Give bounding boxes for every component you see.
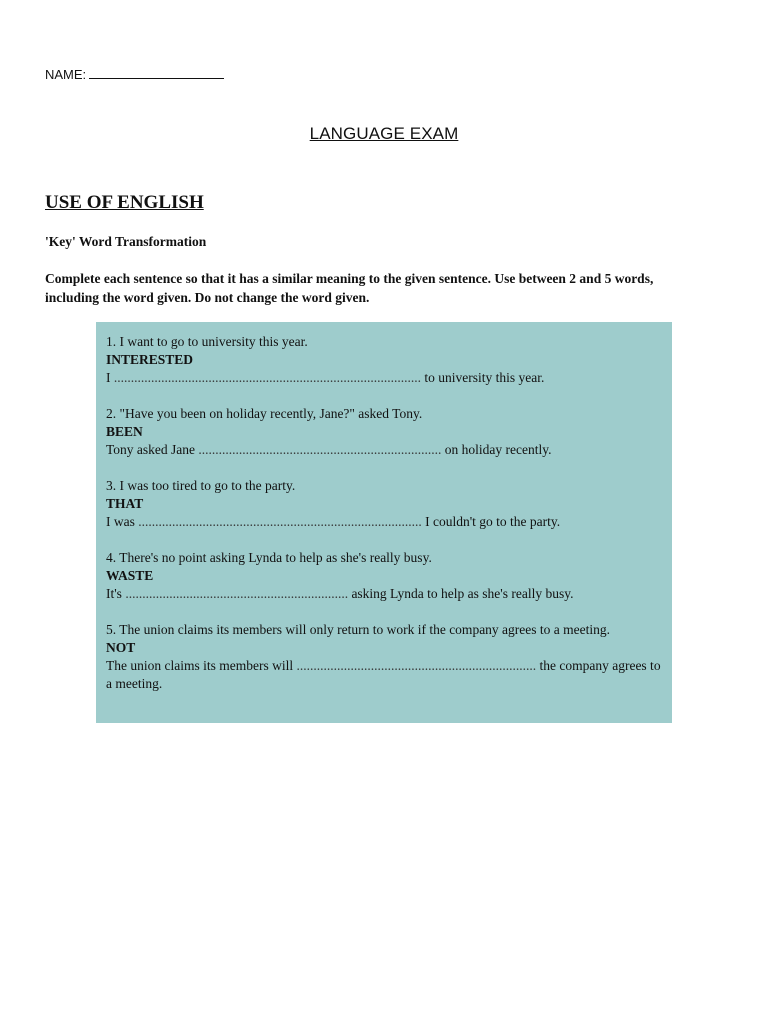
name-blank-line[interactable] <box>89 66 224 79</box>
answer-gap[interactable]: .................................................................................... <box>138 514 422 529</box>
answer-end: I couldn't go to the party. <box>425 514 561 529</box>
item-answer-line <box>106 585 662 603</box>
answer-start: Tony asked Jane <box>106 442 196 457</box>
exercise-item <box>106 549 662 603</box>
answer-gap[interactable]: ........................................................................ <box>198 442 442 457</box>
page-title: LANGUAGE EXAM <box>309 124 459 143</box>
item-answer-line <box>106 657 662 693</box>
name-field <box>45 66 224 82</box>
answer-start: It's <box>106 586 122 601</box>
answer-start: I <box>106 370 111 385</box>
item-sentence: 1. I want to go to university this year. <box>106 334 308 349</box>
answer-gap[interactable]: .................................................................. <box>125 586 349 601</box>
answer-end: on holiday recently. <box>444 442 552 457</box>
item-sentence: 3. I was too tired to go to the party. <box>106 478 296 493</box>
item-keyword: WASTE <box>106 568 154 583</box>
item-answer-line <box>106 369 662 387</box>
item-keyword: NOT <box>106 640 136 655</box>
item-answer-line <box>106 441 662 459</box>
name-label: NAME: <box>45 67 87 82</box>
answer-end: the company agrees to a meeting. <box>106 658 661 691</box>
task-title: 'Key' Word Transformation <box>45 234 207 249</box>
answer-end: to university this year. <box>424 370 545 385</box>
item-keyword: INTERESTED <box>106 352 194 367</box>
answer-gap[interactable]: ........................................................................................... <box>113 370 421 385</box>
exercise-box <box>96 322 672 723</box>
answer-gap[interactable]: ....................................................................... <box>296 658 537 673</box>
exercise-item <box>106 405 662 459</box>
exercise-item <box>106 621 662 693</box>
item-keyword: BEEN <box>106 424 143 439</box>
item-sentence: 4. There's no point asking Lynda to help as she's really busy. <box>106 550 432 565</box>
section-title: USE OF ENGLISH <box>45 192 204 213</box>
exercise-item <box>106 477 662 531</box>
item-sentence: 2. "Have you been on holiday recently, Jane?" asked Tony. <box>106 406 423 421</box>
item-answer-line <box>106 513 662 531</box>
item-sentence: 5. The union claims its members will only return to work if the company agrees to a meeting. <box>106 622 611 637</box>
answer-end: asking Lynda to help as she's really busy. <box>351 586 574 601</box>
answer-start: I was <box>106 514 135 529</box>
exercise-item <box>106 333 662 387</box>
answer-start: The union claims its members will <box>106 658 294 673</box>
instructions: Complete each sentence so that it has a similar meaning to the given sentence. Use between 2 and 5 words, including the word given. Do not change the word given. <box>45 271 654 305</box>
item-keyword: THAT <box>106 496 144 511</box>
